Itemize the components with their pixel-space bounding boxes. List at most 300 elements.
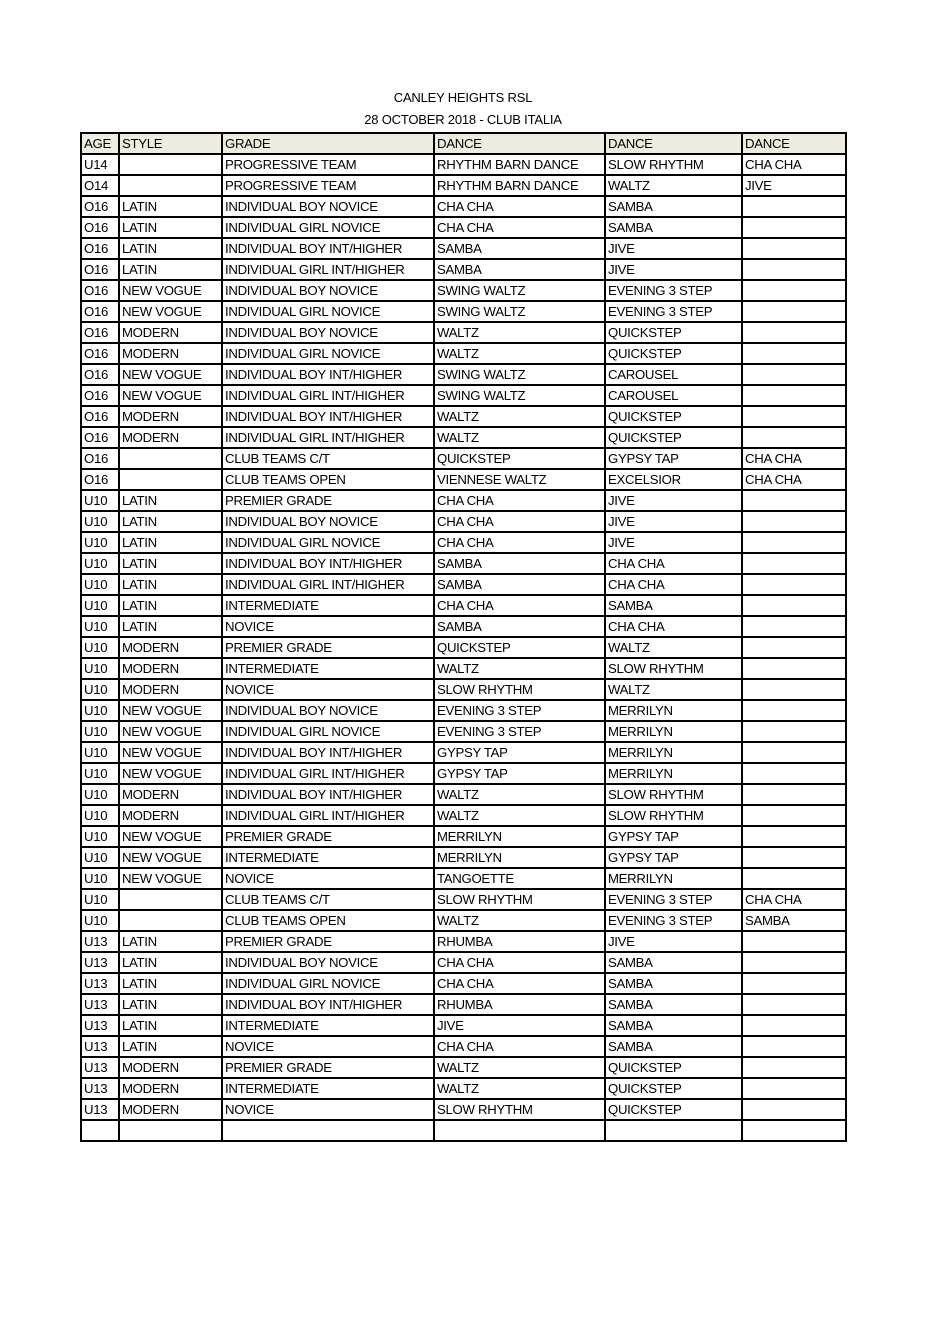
cell-grade: INDIVIDUAL GIRL INT/HIGHER (222, 385, 434, 406)
cell-dance-3: CHA CHA (742, 889, 846, 910)
cell-dance-3 (742, 847, 846, 868)
cell-dance-2: GYPSY TAP (605, 847, 742, 868)
cell-dance-1: VIENNESE WALTZ (434, 469, 605, 490)
table-row (81, 952, 846, 973)
cell-dance-3 (742, 784, 846, 805)
cell-style: LATIN (119, 259, 222, 280)
cell-dance-1: MERRILYN (434, 826, 605, 847)
cell-age: O16 (81, 301, 119, 322)
cell-dance-2: CAROUSEL (605, 364, 742, 385)
cell-dance-1: WALTZ (434, 427, 605, 448)
cell-style: LATIN (119, 490, 222, 511)
cell-style (119, 889, 222, 910)
cell-dance-3 (742, 511, 846, 532)
cell-grade: INDIVIDUAL BOY INT/HIGHER (222, 238, 434, 259)
table-row (81, 973, 846, 994)
cell-dance-2: JIVE (605, 931, 742, 952)
cell-dance-2: QUICKSTEP (605, 1078, 742, 1099)
cell-dance-1: WALTZ (434, 322, 605, 343)
cell-dance-1: SLOW RHYTHM (434, 679, 605, 700)
cell-grade: INDIVIDUAL BOY NOVICE (222, 196, 434, 217)
cell-age: O14 (81, 175, 119, 196)
cell-grade: INDIVIDUAL GIRL NOVICE (222, 301, 434, 322)
cell-dance-2: JIVE (605, 532, 742, 553)
cell-dance-3 (742, 763, 846, 784)
cell-style (119, 448, 222, 469)
cell-dance-3 (742, 1057, 846, 1078)
cell-age: U10 (81, 784, 119, 805)
cell-dance-2: QUICKSTEP (605, 1057, 742, 1078)
cell-dance-3 (742, 553, 846, 574)
cell-style: NEW VOGUE (119, 847, 222, 868)
table-row (81, 511, 846, 532)
cell-style: LATIN (119, 595, 222, 616)
cell-dance-1: WALTZ (434, 784, 605, 805)
cell-dance-1: RHUMBA (434, 931, 605, 952)
cell-style: MODERN (119, 343, 222, 364)
cell-age: U10 (81, 805, 119, 826)
cell-dance-3 (742, 973, 846, 994)
table-row (81, 595, 846, 616)
cell-age: O16 (81, 322, 119, 343)
cell-style: LATIN (119, 511, 222, 532)
cell-dance-3 (742, 637, 846, 658)
table-row (81, 994, 846, 1015)
table-row (81, 1120, 846, 1141)
cell-dance-3 (742, 805, 846, 826)
cell-dance-3 (742, 994, 846, 1015)
cell-dance-3 (742, 301, 846, 322)
cell-dance-2: JIVE (605, 511, 742, 532)
table-row (81, 154, 846, 175)
document-title: CANLEY HEIGHTS RSL (393, 90, 533, 105)
cell-dance-2: SAMBA (605, 196, 742, 217)
cell-grade: PREMIER GRADE (222, 931, 434, 952)
cell-dance-1: QUICKSTEP (434, 448, 605, 469)
cell-age: U10 (81, 763, 119, 784)
cell-style: MODERN (119, 427, 222, 448)
table-row (81, 700, 846, 721)
cell-dance-3 (742, 700, 846, 721)
cell-dance-1: SAMBA (434, 616, 605, 637)
cell-dance-3 (742, 1099, 846, 1120)
cell-style: MODERN (119, 1078, 222, 1099)
cell-style: NEW VOGUE (119, 868, 222, 889)
cell-dance-2: SAMBA (605, 1015, 742, 1036)
cell-grade (222, 1120, 434, 1141)
cell-dance-1: RHUMBA (434, 994, 605, 1015)
cell-style: LATIN (119, 196, 222, 217)
cell-style: NEW VOGUE (119, 364, 222, 385)
cell-style (119, 469, 222, 490)
cell-dance-1: SWING WALTZ (434, 385, 605, 406)
cell-grade: INDIVIDUAL GIRL NOVICE (222, 532, 434, 553)
cell-grade: INDIVIDUAL BOY INT/HIGHER (222, 364, 434, 385)
cell-age: O16 (81, 280, 119, 301)
cell-grade: INDIVIDUAL GIRL NOVICE (222, 721, 434, 742)
cell-dance-2: CAROUSEL (605, 385, 742, 406)
cell-style: NEW VOGUE (119, 301, 222, 322)
cell-style: LATIN (119, 1015, 222, 1036)
cell-dance-2: JIVE (605, 490, 742, 511)
cell-style: MODERN (119, 1057, 222, 1078)
cell-dance-2: GYPSY TAP (605, 826, 742, 847)
cell-dance-3: SAMBA (742, 910, 846, 931)
cell-grade: PREMIER GRADE (222, 637, 434, 658)
cell-grade: NOVICE (222, 679, 434, 700)
cell-grade: PREMIER GRADE (222, 826, 434, 847)
cell-style: LATIN (119, 238, 222, 259)
cell-dance-1: CHA CHA (434, 217, 605, 238)
cell-dance-3 (742, 952, 846, 973)
cell-age: U13 (81, 973, 119, 994)
cell-dance-3 (742, 385, 846, 406)
cell-dance-1: SAMBA (434, 553, 605, 574)
cell-grade: INDIVIDUAL BOY INT/HIGHER (222, 553, 434, 574)
table-row (81, 490, 846, 511)
cell-dance-1: JIVE (434, 1015, 605, 1036)
table-row (81, 616, 846, 637)
cell-dance-1: CHA CHA (434, 511, 605, 532)
cell-dance-3 (742, 259, 846, 280)
table-row (81, 448, 846, 469)
cell-dance-1: EVENING 3 STEP (434, 700, 605, 721)
cell-style: NEW VOGUE (119, 280, 222, 301)
cell-age: U10 (81, 637, 119, 658)
cell-dance-2: QUICKSTEP (605, 427, 742, 448)
cell-grade: INDIVIDUAL BOY INT/HIGHER (222, 784, 434, 805)
cell-style: LATIN (119, 952, 222, 973)
cell-age: U13 (81, 1015, 119, 1036)
cell-age: O16 (81, 238, 119, 259)
cell-grade: PROGRESSIVE TEAM (222, 175, 434, 196)
cell-grade: NOVICE (222, 616, 434, 637)
table-row (81, 196, 846, 217)
cell-age: U10 (81, 553, 119, 574)
cell-dance-3 (742, 1015, 846, 1036)
cell-age: U10 (81, 742, 119, 763)
table-row (81, 763, 846, 784)
header-dance-2: DANCE (605, 133, 742, 154)
cell-dance-1: CHA CHA (434, 952, 605, 973)
header-age: AGE (81, 133, 119, 154)
cell-grade: INDIVIDUAL BOY INT/HIGHER (222, 742, 434, 763)
cell-dance-3 (742, 679, 846, 700)
cell-age: U13 (81, 1057, 119, 1078)
cell-style: NEW VOGUE (119, 721, 222, 742)
cell-age: U10 (81, 532, 119, 553)
cell-style (119, 910, 222, 931)
document-subtitle: 28 OCTOBER 2018 - CLUB ITALIA (364, 112, 562, 127)
cell-grade: PREMIER GRADE (222, 490, 434, 511)
cell-style: LATIN (119, 217, 222, 238)
cell-grade: INDIVIDUAL GIRL NOVICE (222, 217, 434, 238)
cell-style: LATIN (119, 574, 222, 595)
cell-style (119, 175, 222, 196)
header-style: STYLE (119, 133, 222, 154)
cell-style: NEW VOGUE (119, 826, 222, 847)
cell-dance-3 (742, 868, 846, 889)
cell-dance-3 (742, 532, 846, 553)
cell-age: U13 (81, 952, 119, 973)
cell-style (119, 1120, 222, 1141)
table-row (81, 784, 846, 805)
table-row (81, 847, 846, 868)
cell-dance-1: SAMBA (434, 574, 605, 595)
cell-grade: INDIVIDUAL BOY NOVICE (222, 322, 434, 343)
cell-style: NEW VOGUE (119, 763, 222, 784)
cell-dance-2: JIVE (605, 238, 742, 259)
cell-grade: INTERMEDIATE (222, 658, 434, 679)
cell-dance-2 (605, 1120, 742, 1141)
cell-age (81, 1120, 119, 1141)
cell-dance-3 (742, 721, 846, 742)
table-row (81, 826, 846, 847)
cell-dance-3 (742, 238, 846, 259)
cell-dance-2: CHA CHA (605, 574, 742, 595)
table-row (81, 574, 846, 595)
table-row (81, 427, 846, 448)
cell-dance-2: SLOW RHYTHM (605, 784, 742, 805)
cell-dance-1: CHA CHA (434, 595, 605, 616)
cell-dance-3 (742, 427, 846, 448)
cell-dance-2: QUICKSTEP (605, 322, 742, 343)
cell-grade: INDIVIDUAL BOY INT/HIGHER (222, 994, 434, 1015)
cell-dance-2: QUICKSTEP (605, 406, 742, 427)
cell-grade: INDIVIDUAL GIRL NOVICE (222, 973, 434, 994)
cell-age: U13 (81, 994, 119, 1015)
cell-dance-2: SAMBA (605, 973, 742, 994)
cell-age: U10 (81, 721, 119, 742)
cell-dance-1: CHA CHA (434, 1036, 605, 1057)
table-row (81, 805, 846, 826)
cell-style: MODERN (119, 679, 222, 700)
cell-style: LATIN (119, 973, 222, 994)
cell-dance-1: SLOW RHYTHM (434, 889, 605, 910)
cell-dance-1: EVENING 3 STEP (434, 721, 605, 742)
table-row (81, 1099, 846, 1120)
cell-age: O16 (81, 343, 119, 364)
cell-grade: CLUB TEAMS C/T (222, 889, 434, 910)
cell-grade: INTERMEDIATE (222, 595, 434, 616)
cell-dance-1: RHYTHM BARN DANCE (434, 154, 605, 175)
table-row (81, 343, 846, 364)
cell-dance-1: QUICKSTEP (434, 637, 605, 658)
cell-dance-2: WALTZ (605, 679, 742, 700)
cell-grade: CLUB TEAMS C/T (222, 448, 434, 469)
cell-grade: INTERMEDIATE (222, 847, 434, 868)
cell-dance-1: GYPSY TAP (434, 763, 605, 784)
cell-dance-2: SAMBA (605, 1036, 742, 1057)
cell-dance-1: WALTZ (434, 1078, 605, 1099)
cell-dance-2: SLOW RHYTHM (605, 154, 742, 175)
cell-dance-3 (742, 490, 846, 511)
cell-dance-1: SWING WALTZ (434, 364, 605, 385)
cell-style: MODERN (119, 1099, 222, 1120)
cell-age: U10 (81, 511, 119, 532)
table-row (81, 217, 846, 238)
cell-dance-3 (742, 931, 846, 952)
cell-dance-3 (742, 1078, 846, 1099)
cell-dance-1: SWING WALTZ (434, 280, 605, 301)
table-row (81, 532, 846, 553)
cell-dance-3 (742, 1036, 846, 1057)
cell-dance-3: CHA CHA (742, 469, 846, 490)
cell-age: O16 (81, 196, 119, 217)
cell-grade: INTERMEDIATE (222, 1078, 434, 1099)
cell-age: O16 (81, 406, 119, 427)
cell-grade: INDIVIDUAL GIRL INT/HIGHER (222, 574, 434, 595)
cell-age: U10 (81, 574, 119, 595)
cell-style: LATIN (119, 553, 222, 574)
cell-dance-1: CHA CHA (434, 973, 605, 994)
table-row (81, 658, 846, 679)
cell-dance-1: CHA CHA (434, 490, 605, 511)
cell-dance-2: SAMBA (605, 994, 742, 1015)
cell-age: U13 (81, 1036, 119, 1057)
cell-grade: CLUB TEAMS OPEN (222, 910, 434, 931)
cell-dance-2: MERRILYN (605, 868, 742, 889)
cell-dance-2: CHA CHA (605, 553, 742, 574)
cell-grade: NOVICE (222, 1099, 434, 1120)
cell-grade: INDIVIDUAL BOY NOVICE (222, 511, 434, 532)
table-row (81, 322, 846, 343)
cell-style: LATIN (119, 532, 222, 553)
cell-grade: CLUB TEAMS OPEN (222, 469, 434, 490)
cell-age: O16 (81, 364, 119, 385)
cell-dance-3: JIVE (742, 175, 846, 196)
cell-dance-1: TANGOETTE (434, 868, 605, 889)
cell-style: NEW VOGUE (119, 700, 222, 721)
table-row (81, 553, 846, 574)
cell-grade: NOVICE (222, 868, 434, 889)
cell-age: U13 (81, 931, 119, 952)
cell-grade: PREMIER GRADE (222, 1057, 434, 1078)
cell-age: O16 (81, 385, 119, 406)
table-row (81, 742, 846, 763)
cell-dance-3 (742, 595, 846, 616)
cell-dance-2: MERRILYN (605, 700, 742, 721)
table-row (81, 868, 846, 889)
cell-dance-3 (742, 322, 846, 343)
cell-dance-3 (742, 364, 846, 385)
cell-grade: PROGRESSIVE TEAM (222, 154, 434, 175)
table-row (81, 637, 846, 658)
table-row (81, 385, 846, 406)
cell-age: O16 (81, 469, 119, 490)
cell-style: MODERN (119, 322, 222, 343)
cell-dance-2: CHA CHA (605, 616, 742, 637)
cell-dance-3 (742, 826, 846, 847)
cell-age: U10 (81, 700, 119, 721)
cell-dance-3 (742, 217, 846, 238)
table-row (81, 1078, 846, 1099)
cell-style: MODERN (119, 784, 222, 805)
header-grade: GRADE (222, 133, 434, 154)
table-row (81, 280, 846, 301)
cell-age: U10 (81, 679, 119, 700)
cell-dance-3 (742, 616, 846, 637)
cell-dance-3 (742, 406, 846, 427)
cell-dance-1 (434, 1120, 605, 1141)
cell-dance-1: SLOW RHYTHM (434, 1099, 605, 1120)
cell-dance-1: CHA CHA (434, 532, 605, 553)
cell-style: LATIN (119, 931, 222, 952)
cell-dance-3 (742, 574, 846, 595)
cell-dance-2: GYPSY TAP (605, 448, 742, 469)
cell-grade: INDIVIDUAL GIRL INT/HIGHER (222, 763, 434, 784)
cell-dance-3 (742, 1120, 846, 1141)
cell-dance-3 (742, 658, 846, 679)
cell-dance-2: EVENING 3 STEP (605, 889, 742, 910)
header-dance-1: DANCE (434, 133, 605, 154)
cell-grade: INDIVIDUAL BOY NOVICE (222, 700, 434, 721)
cell-dance-1: WALTZ (434, 1057, 605, 1078)
cell-dance-2: EVENING 3 STEP (605, 280, 742, 301)
cell-grade: INDIVIDUAL BOY NOVICE (222, 280, 434, 301)
cell-style: MODERN (119, 658, 222, 679)
cell-dance-2: EVENING 3 STEP (605, 910, 742, 931)
cell-age: U13 (81, 1078, 119, 1099)
cell-dance-1: WALTZ (434, 910, 605, 931)
cell-dance-1: WALTZ (434, 406, 605, 427)
cell-style: MODERN (119, 406, 222, 427)
cell-grade: INDIVIDUAL GIRL INT/HIGHER (222, 259, 434, 280)
cell-dance-1: SWING WALTZ (434, 301, 605, 322)
cell-dance-2: MERRILYN (605, 763, 742, 784)
cell-age: U10 (81, 889, 119, 910)
table-row (81, 301, 846, 322)
cell-dance-3 (742, 343, 846, 364)
cell-grade: INTERMEDIATE (222, 1015, 434, 1036)
cell-grade: INDIVIDUAL BOY INT/HIGHER (222, 406, 434, 427)
table-row (81, 238, 846, 259)
cell-age: U10 (81, 658, 119, 679)
cell-age: U10 (81, 595, 119, 616)
cell-dance-2: SAMBA (605, 952, 742, 973)
table-row (81, 469, 846, 490)
cell-age: U10 (81, 616, 119, 637)
table-row (81, 889, 846, 910)
cell-style: LATIN (119, 616, 222, 637)
cell-dance-1: GYPSY TAP (434, 742, 605, 763)
cell-dance-1: RHYTHM BARN DANCE (434, 175, 605, 196)
cell-dance-1: SAMBA (434, 238, 605, 259)
cell-dance-2: EVENING 3 STEP (605, 301, 742, 322)
cell-dance-2: MERRILYN (605, 742, 742, 763)
cell-dance-2: SLOW RHYTHM (605, 805, 742, 826)
table-row (81, 931, 846, 952)
cell-style: LATIN (119, 1036, 222, 1057)
cell-dance-2: QUICKSTEP (605, 1099, 742, 1120)
cell-style: NEW VOGUE (119, 385, 222, 406)
table-row (81, 1015, 846, 1036)
cell-dance-1: WALTZ (434, 343, 605, 364)
cell-dance-1: CHA CHA (434, 196, 605, 217)
cell-style: MODERN (119, 805, 222, 826)
cell-age: U14 (81, 154, 119, 175)
cell-age: U10 (81, 826, 119, 847)
cell-dance-1: MERRILYN (434, 847, 605, 868)
table-row (81, 1057, 846, 1078)
cell-style: LATIN (119, 994, 222, 1015)
table-row (81, 259, 846, 280)
cell-age: O16 (81, 427, 119, 448)
cell-dance-1: WALTZ (434, 805, 605, 826)
table-row (81, 364, 846, 385)
cell-dance-3: CHA CHA (742, 448, 846, 469)
cell-dance-2: SAMBA (605, 217, 742, 238)
